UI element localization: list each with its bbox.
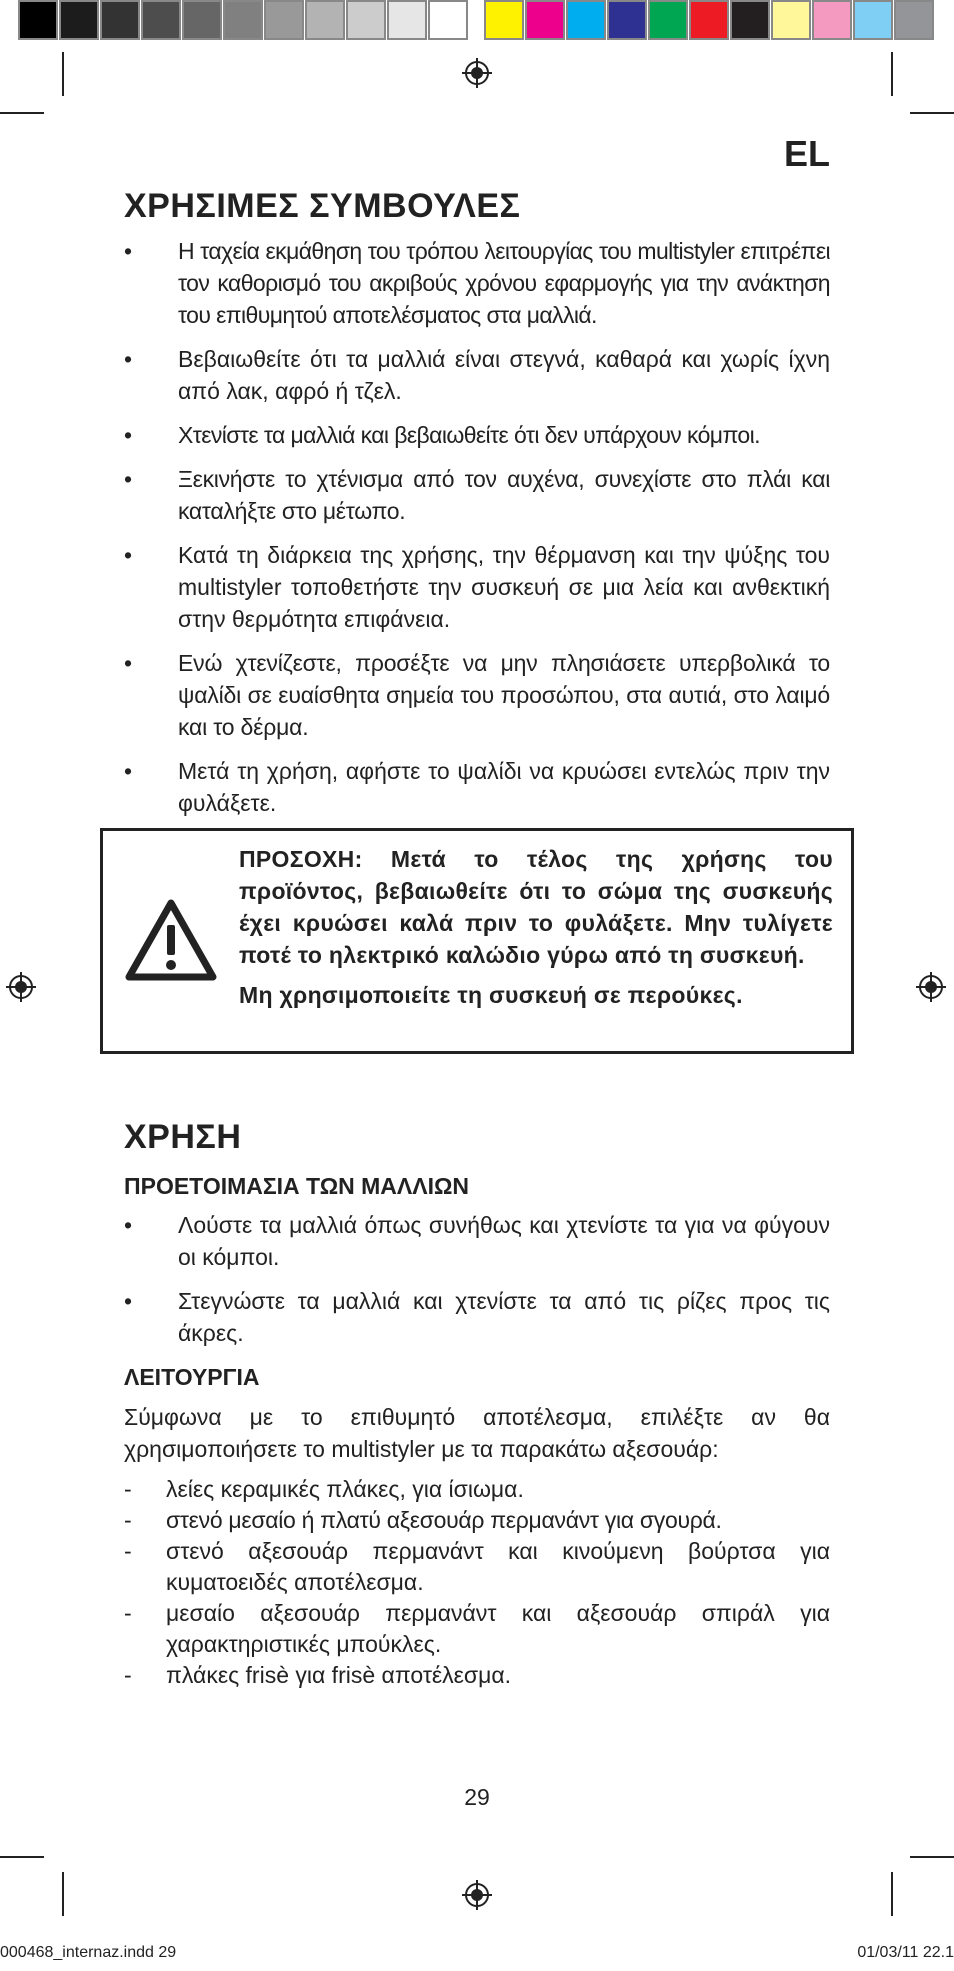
warning-triangle-icon [123, 897, 219, 983]
dash-marker: - [124, 1662, 132, 1688]
warning-paragraph: Μη χρησιμοποιείτε τη συσκευή σε περούκες. [239, 982, 743, 1008]
list-item-text: Στεγνώστε τα μαλλιά και χτενίστε τα από τις ρίζες προς τις άκρες. [178, 1288, 830, 1346]
list-item [124, 1505, 830, 1536]
color-swatch [525, 0, 565, 40]
list-item-text: λείες κεραμικές πλάκες, για ίσιωμα. [166, 1476, 524, 1502]
accessories-list [124, 1474, 830, 1691]
list-item [124, 463, 830, 527]
slug-file-info: 000468_internaz.indd 29 [0, 1944, 177, 1961]
section-title-usage: ΧΡΗΣΗ [124, 1118, 242, 1156]
color-swatch [648, 0, 688, 40]
color-swatch [689, 0, 729, 40]
page-number: 29 [464, 1784, 490, 1810]
bullet-icon: • [124, 1288, 133, 1314]
dash-marker: - [124, 1507, 132, 1533]
list-item-text: πλάκες frisè για frisè αποτέλεσμα. [166, 1662, 512, 1688]
list-item [124, 419, 830, 451]
registration-mark-icon [916, 972, 946, 1002]
color-swatch [771, 0, 811, 40]
preparation-list [124, 1209, 830, 1361]
list-item [124, 539, 830, 635]
tips-list [124, 235, 830, 831]
bullet-icon: • [124, 422, 133, 448]
list-item [124, 1536, 830, 1598]
crop-mark [62, 1872, 64, 1916]
color-swatch [141, 0, 181, 40]
dash-marker: - [124, 1600, 132, 1626]
color-swatch [305, 0, 345, 40]
crop-mark [0, 1856, 44, 1858]
subsection-title-operation: ΛΕΙΤΟΥΡΓΙΑ [124, 1364, 260, 1390]
list-item [124, 1660, 830, 1691]
crop-mark [0, 112, 44, 114]
dash-marker: - [124, 1538, 132, 1564]
color-scale-bar [484, 0, 935, 44]
dash-marker: - [124, 1476, 132, 1502]
color-swatch [853, 0, 893, 40]
list-item [124, 343, 830, 407]
color-swatch [607, 0, 647, 40]
operation-intro: Σύμφωνα με το επιθυμητό αποτέλεσμα, επιλέξτε αν θα χρησιμοποιήσετε το multistyler με τα παρακάτω αξεσουάρ: [124, 1404, 830, 1462]
color-swatch [182, 0, 222, 40]
color-swatch [894, 0, 934, 40]
color-swatch [484, 0, 524, 40]
crop-mark [891, 1872, 893, 1916]
warning-box [100, 828, 854, 1054]
color-swatch [59, 0, 99, 40]
list-item-text: Ξεκινήστε το χτένισμα από τον αυχένα, συνεχίστε στο πλάι και καταλήξτε στο μέτωπο. [178, 466, 830, 524]
list-item [124, 1209, 830, 1273]
bullet-icon: • [124, 1212, 133, 1238]
crop-mark [910, 1856, 954, 1858]
bullet-icon: • [124, 650, 133, 676]
language-code: EL [783, 133, 830, 174]
color-swatch [387, 0, 427, 40]
list-item [124, 235, 830, 331]
color-swatch [428, 0, 468, 40]
list-item [124, 1598, 830, 1660]
crop-mark [910, 112, 954, 114]
crop-mark [62, 52, 64, 96]
crop-mark [891, 52, 893, 96]
registration-mark-icon [462, 1880, 492, 1910]
color-swatch [18, 0, 58, 40]
list-item [124, 1474, 830, 1505]
list-item-text: Ενώ χτενίζεστε, προσέξτε να μην πλησιάσετε υπερβολικά το ψαλίδι σε ευαίσθητα σημεία του προσώπου, στα αυτιά, στο λαιμό και το δέρμα. [178, 650, 830, 740]
bullet-icon: • [124, 758, 133, 784]
gray-scale-bar [18, 0, 469, 44]
list-item-text: Βεβαιωθείτε ότι τα μαλλιά είναι στεγνά, καθαρά και χωρίς ίχνη από λακ, αφρό ή τζελ. [178, 346, 830, 404]
registration-mark-icon [462, 58, 492, 88]
list-item-text: στενό μεσαίο ή πλατύ αξεσουάρ περμανάντ για σγουρά. [166, 1507, 722, 1533]
list-item-text: Χτενίστε τα μαλλιά και βεβαιωθείτε ότι δεν υπάρχουν κόμποι. [178, 422, 760, 448]
color-swatch [812, 0, 852, 40]
list-item-text: μεσαίο αξεσουάρ περμανάντ και αξεσουάρ σπιράλ για χαρακτηριστικές μπούκλες. [166, 1600, 830, 1657]
section-title-tips: ΧΡΗΣΙΜΕΣ ΣΥΜΒΟΥΛΕΣ [124, 187, 521, 225]
color-swatch [346, 0, 386, 40]
subsection-title-preparation: ΠΡΟΕΤΟΙΜΑΣΙΑ ΤΩΝ ΜΑΛΛΙΩΝ [124, 1173, 470, 1199]
list-item-text: στενό αξεσουάρ περμανάντ και κινούμενη βούρτσα για κυματοειδές αποτέλεσμα. [166, 1538, 830, 1595]
list-item [124, 647, 830, 743]
slug-date-info: 01/03/11 22.1 [857, 1944, 954, 1961]
list-item-text: Η ταχεία εκμάθηση του τρόπου λειτουργίας του multistyler επιτρέπει τον καθορισμό του ακριβούς χρόνου εφαρμογής για την ανάκτηση του επιθυμητού αποτελέσματος στα μαλλιά. [178, 238, 830, 328]
list-item-text: Κατά τη διάρκεια της χρήσης, την θέρμανση και την ψύξης του multistyler τοποθετήστε την συσκευή σε μια λεία και ανθεκτική στην θερμότητα επιφάνεια. [178, 542, 830, 632]
warning-text [239, 843, 833, 1019]
color-swatch [264, 0, 304, 40]
color-swatch [730, 0, 770, 40]
list-item [124, 755, 830, 819]
color-swatch [100, 0, 140, 40]
warning-paragraph: ΠΡΟΣΟΧΗ: Μετά το τέλος της χρήσης του προϊόντος, βεβαιωθείτε ότι το σώμα της συσκευής έχει κρυώσει καλά πριν το φυλάξετε. Μην τυλίγετε ποτέ το ηλεκτρικό καλώδιο γύρω από τη συσκευή. [239, 846, 833, 968]
color-swatch [223, 0, 263, 40]
bullet-icon: • [124, 466, 133, 492]
bullet-icon: • [124, 238, 133, 264]
bullet-icon: • [124, 346, 133, 372]
bullet-icon: • [124, 542, 133, 568]
list-item [124, 1285, 830, 1349]
registration-mark-icon [6, 972, 36, 1002]
color-swatch [566, 0, 606, 40]
list-item-text: Λούστε τα μαλλιά όπως συνήθως και χτενίστε τα για να φύγουν οι κόμποι. [178, 1212, 830, 1270]
list-item-text: Μετά τη χρήση, αφήστε το ψαλίδι να κρυώσει εντελώς πριν την φυλάξετε. [178, 758, 830, 816]
